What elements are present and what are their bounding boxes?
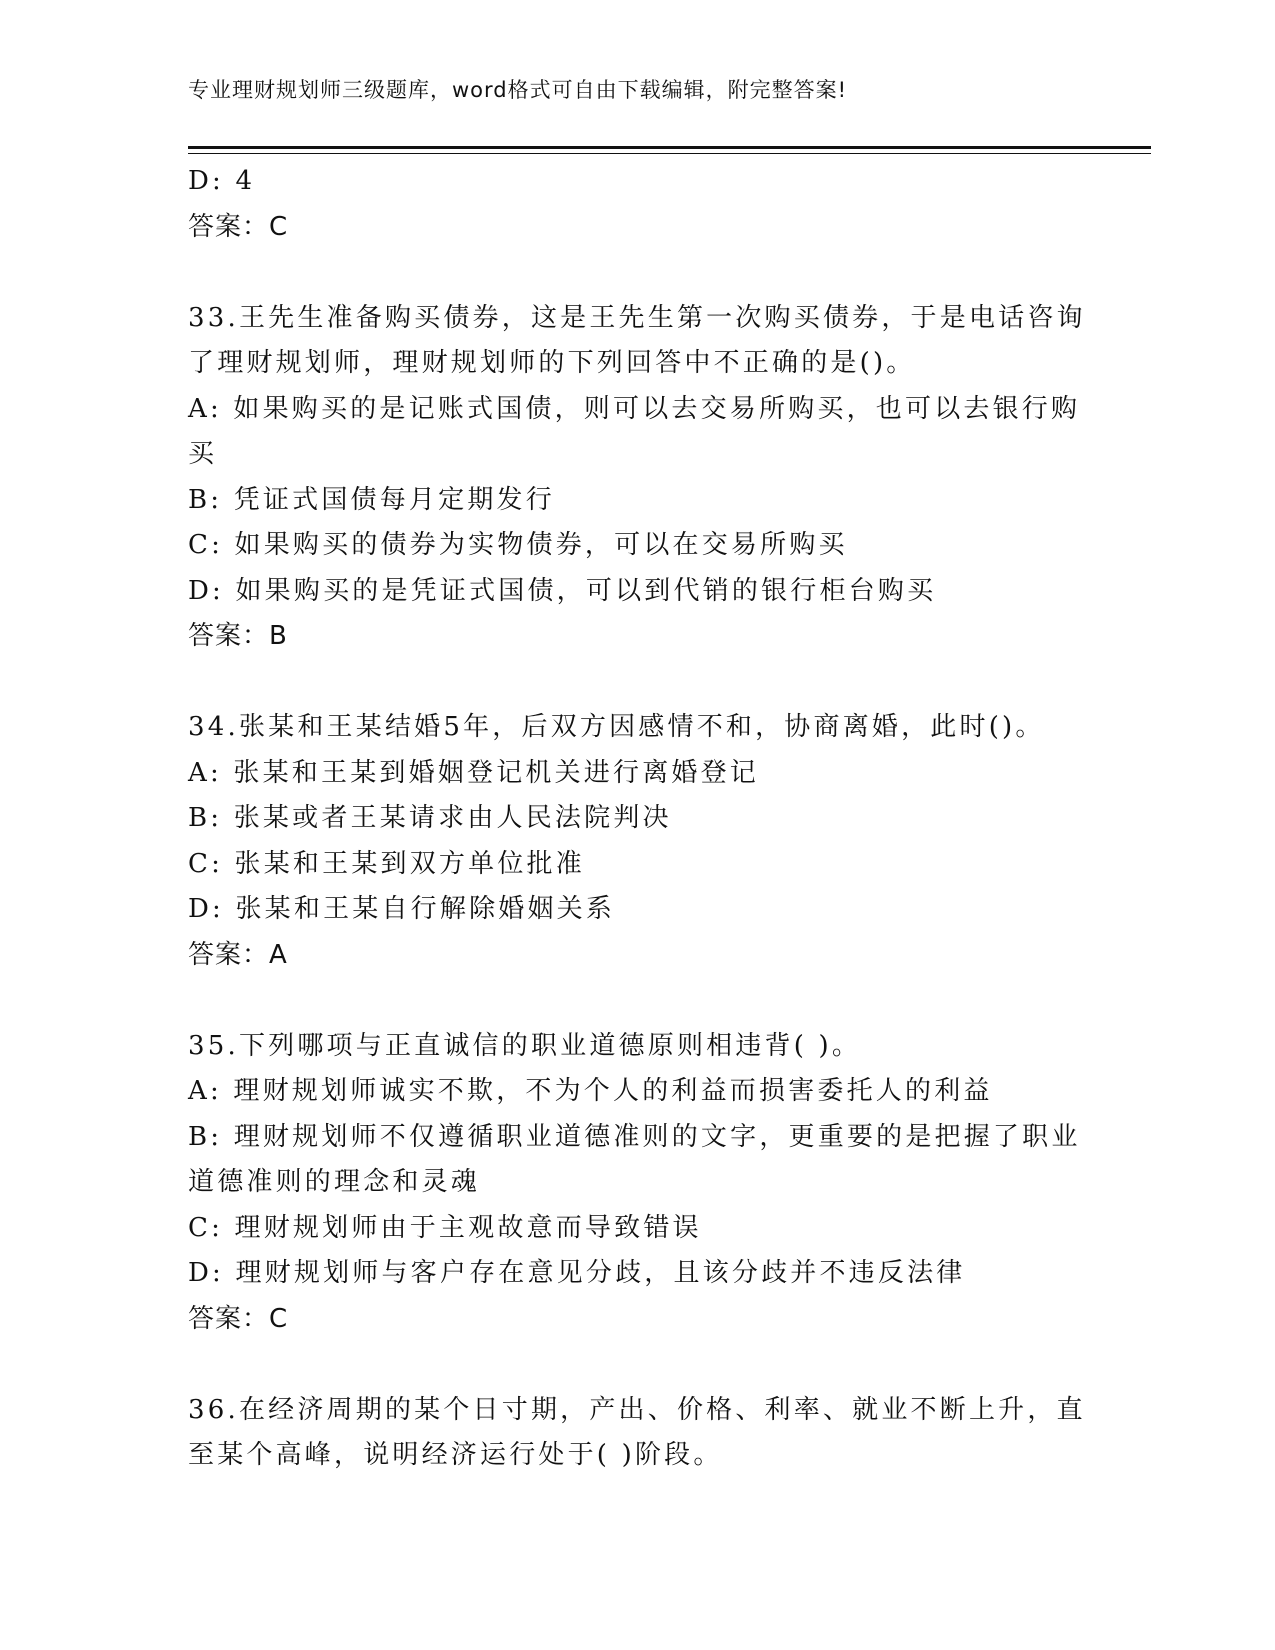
option-line: A: 张某和王某到婚姻登记机关进行离婚登记 <box>188 757 760 788</box>
option-line: D: 4 <box>188 166 256 196</box>
answer-line: 答案：A <box>188 939 288 970</box>
option-line: D: 理财规划师与客户存在意见分歧，且该分歧并不违反法律 <box>188 1258 966 1288</box>
spacer <box>188 1342 1088 1388</box>
question-content <box>188 159 1088 1479</box>
question-stem: 36.在经济周期的某个日寸期，产出、价格、利率、就业不断上升，直 <box>188 1394 1086 1425</box>
question-stem: 至某个高峰，说明经济运行处于( )阶段。 <box>188 1440 723 1470</box>
option-line: C: 张某和王某到双方单位批准 <box>188 848 585 879</box>
option-line: A: 理财规划师诚实不欺，不为个人的利益而损害委托人的利益 <box>188 1076 993 1106</box>
option-line: D: 如果购买的是凭证式国债，可以到代销的银行柜台购买 <box>188 575 937 606</box>
option-line: A: 如果购买的是记账式国债，则可以去交易所购买，也可以去银行购 <box>188 393 1081 424</box>
question-stem: 35.下列哪项与正直诚信的职业道德原则相违背( )。 <box>188 1030 862 1061</box>
page-header: 专业理财规划师三级题库，word格式可自由下载编辑，附完整答案! <box>188 78 848 102</box>
option-line: D: 张某和王某自行解除婚姻关系 <box>188 894 616 924</box>
spacer <box>188 660 1088 706</box>
spacer <box>188 250 1088 296</box>
header-divider-thin <box>188 153 1151 154</box>
option-line: B: 理财规划师不仅遵循职业道德准则的文字，更重要的是把握了职业 <box>188 1121 1081 1152</box>
option-line: B: 凭证式国债每月定期发行 <box>188 484 555 515</box>
answer-line: 答案：B <box>188 621 288 651</box>
option-line: C: 如果购买的债券为实物债券，可以在交易所购买 <box>188 530 848 560</box>
option-line: 道德准则的理念和灵魂 <box>188 1167 481 1197</box>
option-line: C: 理财规划师由于主观故意而导致错误 <box>188 1212 702 1243</box>
question-stem: 了理财规划师，理财规划师的下列回答中不正确的是()。 <box>188 348 916 378</box>
header-divider-thick <box>188 146 1151 149</box>
answer-line: 答案：C <box>188 211 289 242</box>
answer-line: 答案：C <box>188 1303 289 1334</box>
question-stem: 33.王先生准备购买债券，这是王先生第一次购买债券，于是电话咨询 <box>188 302 1086 333</box>
question-stem: 34.张某和王某结婚5年，后双方因感情不和，协商离婚，此时()。 <box>188 712 1045 742</box>
option-line: 买 <box>188 439 218 469</box>
spacer <box>188 978 1088 1024</box>
option-line: B: 张某或者王某请求由人民法院判决 <box>188 803 672 833</box>
